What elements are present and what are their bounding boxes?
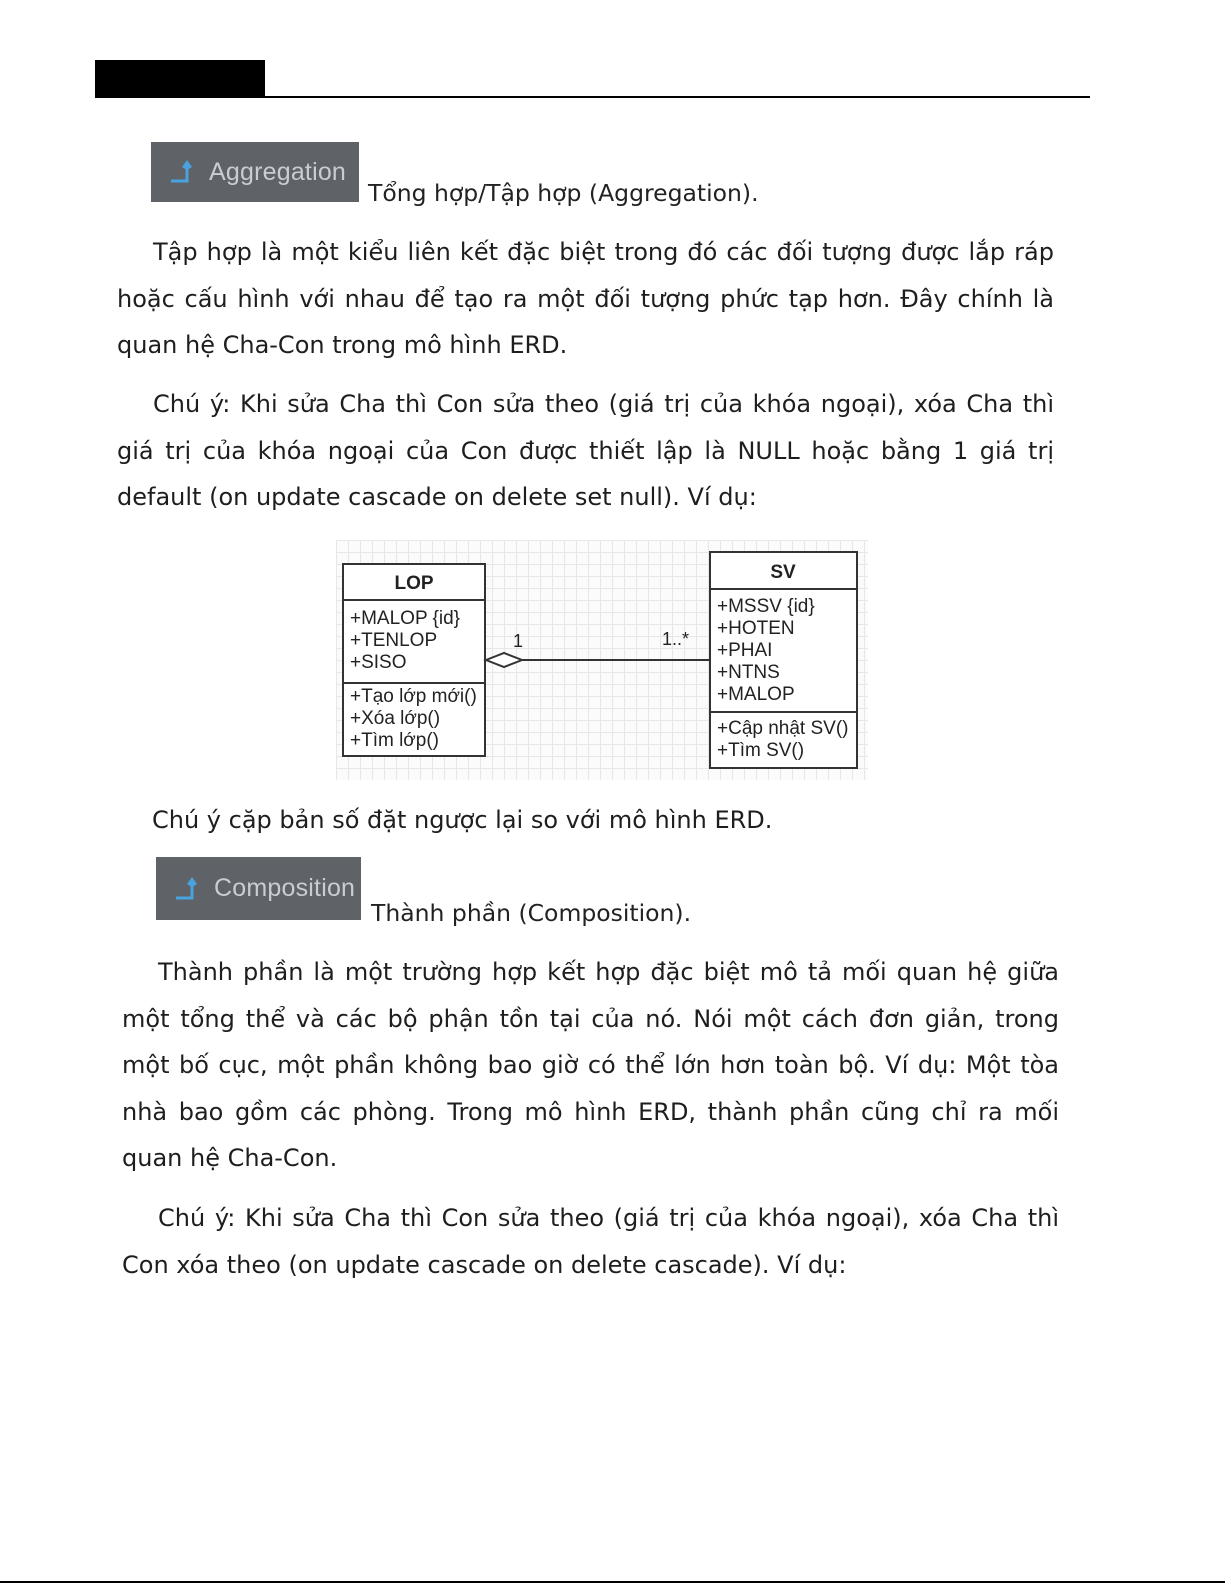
aggregation-note: Chú ý cặp bản số đặt ngược lại so với mô hình ERD. (152, 806, 773, 834)
class-lop (343, 564, 485, 756)
sv-attribute: +HOTEN (717, 618, 795, 639)
lop-method: +Xóa lớp() (350, 708, 441, 729)
composition-paragraph-2: Chú ý: Khi sửa Cha thì Con sửa theo (giá trị của khóa ngoại), xóa Cha thì Con xóa theo (on update cascade on delete cascade). Ví dụ: (122, 1204, 1059, 1279)
footer-rule (0, 1581, 1225, 1583)
multiplicity-right: 1..* (662, 629, 690, 649)
composition-caption: Thành phần (Composition). (371, 899, 692, 927)
header-rule (95, 96, 1090, 98)
aggregation-tool-button[interactable] (151, 142, 359, 202)
multiplicity-left: 1 (513, 631, 524, 651)
aggregation-caption: Tổng hợp/Tập hợp (Aggregation). (368, 179, 759, 207)
class-sv (710, 552, 857, 768)
sv-attribute: +MALOP (717, 684, 795, 705)
lop-method: +Tạo lớp mới() (350, 686, 477, 707)
lop-attribute: +TENLOP (350, 630, 438, 651)
uml-aggregation-diagram (336, 540, 868, 780)
sv-attribute: +NTNS (717, 662, 780, 683)
composition-paragraph-1: Thành phần là một trường hợp kết hợp đặc biệt mô tả mối quan hệ giữa một tổng thể và các bộ phận tồn tại của nó. Nói một cách đơn giản, trong một bố cục, một phần không bao giờ có thể lớn hơn toàn bộ. Ví dụ: Một tòa nhà bao gồm các phòng. Trong mô hình ERD, thành phần cũng chỉ ra mối quan hệ Cha-Con. (122, 958, 1059, 1172)
class-lop-name: LOP (394, 573, 434, 594)
aggregation-association (486, 629, 710, 667)
sv-method: +Tìm SV() (717, 740, 805, 761)
aggregation-arrow-icon (165, 156, 197, 188)
class-sv-name: SV (770, 562, 796, 583)
composition-button-label: Composition (214, 874, 356, 902)
aggregation-button-label: Aggregation (209, 157, 347, 186)
uml-diagram-svg (336, 540, 868, 780)
lop-attribute: +SISO (350, 652, 407, 673)
aggregation-paragraph-2: Chú ý: Khi sửa Cha thì Con sửa theo (giá trị của khóa ngoại), xóa Cha thì giá trị của khóa ngoại của Con được thiết lập là NULL hoặc bằng 1 giá trị default (on update cascade on delete set null). Ví dụ: (117, 390, 1054, 511)
sv-attribute: +MSSV {id} (717, 596, 815, 617)
composition-arrow-icon (170, 873, 202, 905)
header-black-block (95, 60, 265, 97)
hollow-diamond-icon (486, 653, 522, 667)
sv-attribute: +PHAI (717, 640, 773, 661)
aggregation-paragraph-1: Tập hợp là một kiểu liên kết đặc biệt trong đó các đối tượng được lắp ráp hoặc cấu hình với nhau để tạo ra một đối tượng phức tạp hơn. Đây chính là quan hệ Cha-Con trong mô hình ERD. (117, 238, 1054, 359)
lop-method: +Tìm lớp() (350, 730, 439, 751)
sv-method: +Cập nhật SV() (717, 718, 849, 739)
lop-attribute: +MALOP {id} (350, 608, 461, 629)
composition-tool-button[interactable] (156, 857, 361, 920)
